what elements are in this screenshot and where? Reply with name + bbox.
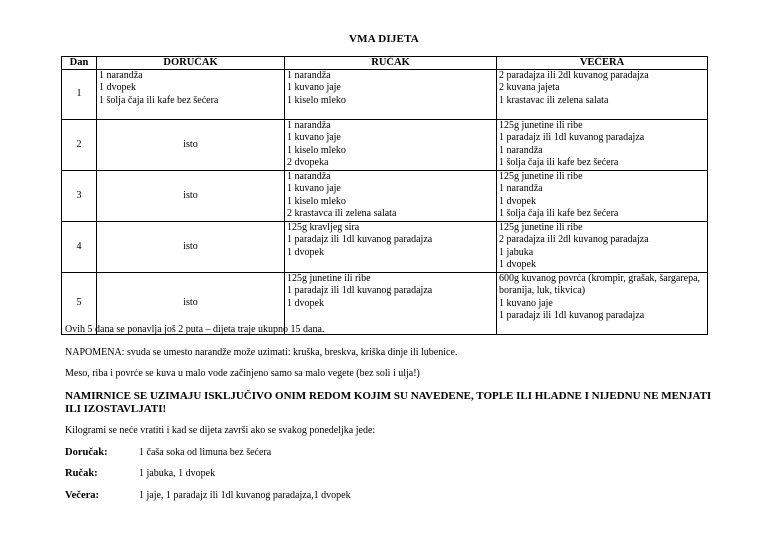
cell-line: 1 paradajz ili 1dl kuvanog paradajza [287,234,433,246]
cell-rucak [285,120,497,171]
cell-vecera [497,273,708,335]
header-rucak: RUČAK [285,57,497,70]
cell-line: 600g kuvanog povrća (krompir, grašak, šargarepa, boranija, luk, tikvica) [499,273,701,297]
cell-line: 1 paradajz ili 1dl kuvanog paradajza [499,132,645,144]
header-dan: Dan [62,57,97,70]
cell-rucak [285,171,497,222]
cell-line: 125g junetine ili ribe [499,222,583,233]
cell-dan: 1 [62,70,97,120]
cell-dorucak: isto [97,120,285,171]
meat-note: Meso, riba i povrće se kuva u malo vode začinjeno samo sa malo vegete (bez soli i ulja!) [65,368,420,379]
cell-line: 1 šolja čaja ili kafe bez šećera [499,157,619,169]
napomena-note: NAPOMENA: svuda se umesto narandže može uzimati: kruška, breskva, kriška dinje ili lubenice. [65,347,458,358]
table-row [62,222,708,273]
cell-line: 1 šolja čaja ili kafe bez šećera [499,208,619,220]
cell-dorucak: isto [97,171,285,222]
cell-line: 1 narandža [99,70,143,81]
cell-dan: 2 [62,120,97,171]
cell-line: 1 dvopek [99,82,136,94]
table-header-row [62,57,708,70]
monday-dorucak-label: Doručak: [65,447,108,458]
cell-dorucak: isto [97,222,285,273]
cell-line: 1 kuvano jaje [287,82,341,94]
cell-line: 2 dvopeka [287,157,329,169]
cell-vecera [497,70,708,120]
kilogrami-note: Kilogrami se neće vratiti i kad se dijeta završi ako se svakog ponedeljka jede: [65,425,376,436]
cell-line: 1 kuvano jaje [287,132,341,144]
cell-line: 1 dvopek [287,297,324,309]
cell-line: 1 narandža [287,171,331,182]
cell-line: 1 kiselo mleko [287,144,346,156]
cell-rucak [285,222,497,273]
cell-line: 1 jabuka [499,246,534,258]
cell-line: 1 šolja čaja ili kafe bez šećera [99,94,219,106]
cell-dan: 3 [62,171,97,222]
cell-line: 1 narandža [287,70,331,81]
cell-line: 1 kuvano jaje [287,183,341,195]
cell-line: 1 dvopek [499,259,536,271]
diet-table-body [62,70,708,335]
cell-line: 1 kiselo mleko [287,195,346,207]
monday-vecera-label: Večera: [65,490,100,501]
cell-line: 125g junetine ili ribe [287,273,371,284]
cell-line: 125g junetine ili ribe [499,171,583,182]
cell-dorucak: isto [97,273,285,335]
table-row [62,171,708,222]
cell-vecera [497,222,708,273]
monday-rucak-value: 1 jabuka, 1 dvopek [139,468,216,479]
cell-line: 2 kuvana jajeta [499,82,560,94]
cell-line: 1 paradajz ili 1dl kuvanog paradajza [499,310,645,322]
cell-dan: 4 [62,222,97,273]
cell-line: 1 dvopek [499,195,536,207]
monday-rucak-label: Ručak: [65,468,98,479]
cell-line: 1 kiselo mleko [287,94,346,106]
header-vecera: VEČERA [497,57,708,70]
table-row [62,120,708,171]
cell-line: 1 narandža [499,144,543,156]
repeat-note: Ovih 5 dana se ponavlja još 2 puta – dijeta traje ukupno 15 dana. [65,324,325,335]
document-title: VMA DIJETA [349,33,419,45]
cell-line: 2 paradajza ili 2dl kuvanog paradajza [499,234,649,246]
cell-line: 125g junetine ili ribe [499,120,583,131]
header-dorucak: DORUČAK [97,57,285,70]
cell-line: 1 paradajz ili 1dl kuvanog paradajza [287,285,433,297]
cell-line: 1 krastavac ili zelena salata [499,94,609,106]
cell-rucak [285,70,497,120]
table-row [62,70,708,120]
monday-dorucak-value: 1 čaša soka od limuna bez šećera [139,447,272,458]
cell-dorucak [97,70,285,120]
cell-line: 2 krastavca ili zelena salata [287,208,397,220]
cell-dan: 5 [62,273,97,335]
warning-note: NAMIRNICE SE UZIMAJU ISKLJUČIVO ONIM REDOM KOJIM SU NAVEDENE, TOPLE ILI HLADNE I NIJEDNU NE MENJATI ILI IZOSTAVLJATI! [65,390,712,415]
cell-vecera [497,171,708,222]
cell-line: 1 dvopek [287,246,324,258]
diet-table [61,56,708,335]
cell-vecera [497,120,708,171]
cell-line: 1 narandža [499,183,543,195]
cell-line: 2 paradajza ili 2dl kuvanog paradajza [499,70,649,81]
monday-vecera-value: 1 jaje, 1 paradajz ili 1dl kuvanog paradajza,1 dvopek [139,490,351,501]
cell-line: 125g kravljeg sira [287,222,360,233]
cell-line: 1 narandža [287,120,331,131]
cell-line: 1 kuvano jaje [499,297,553,309]
